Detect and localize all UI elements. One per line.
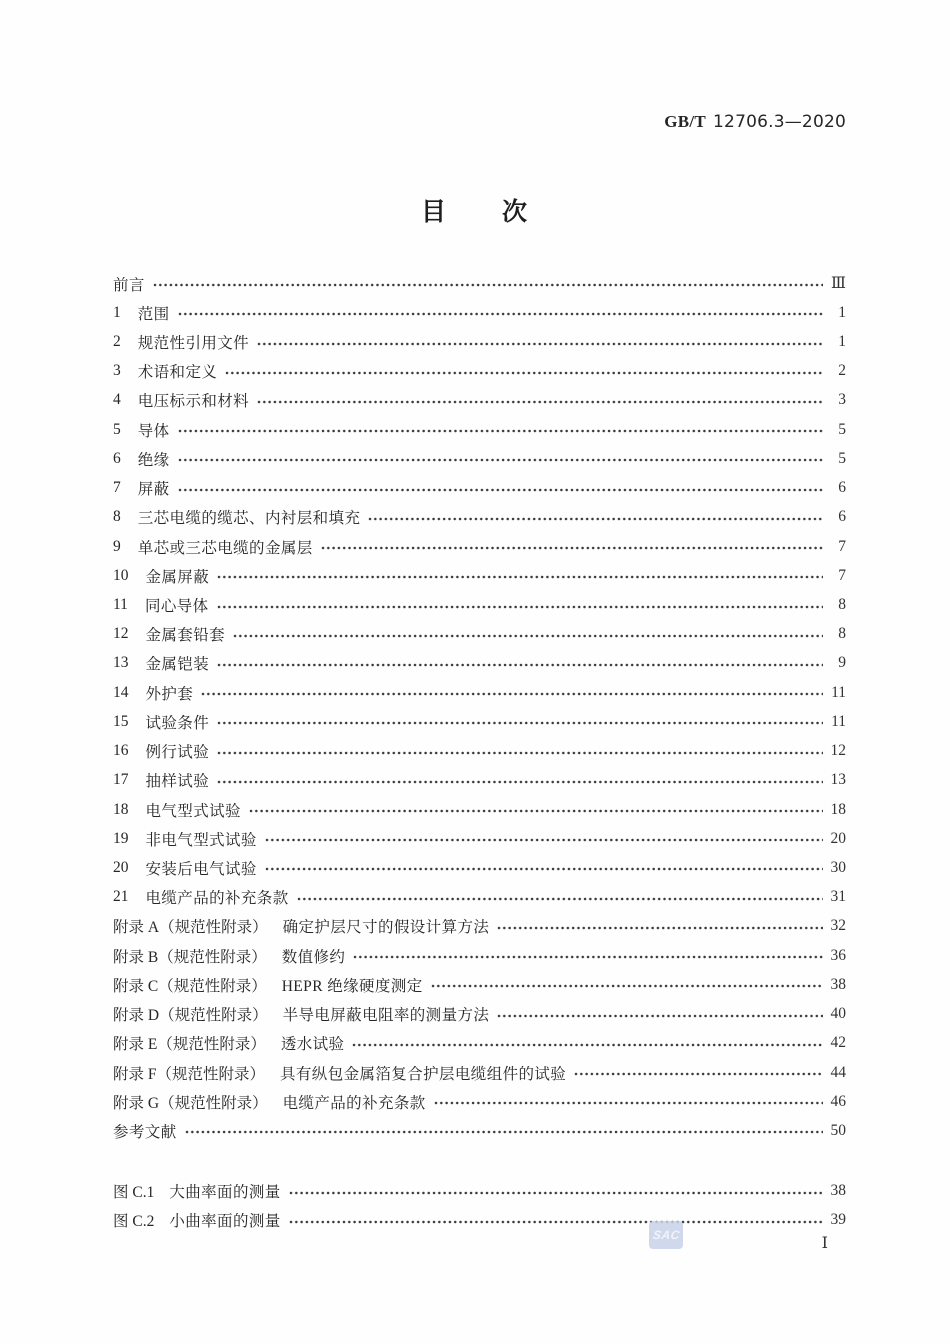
toc-entry-page: 12	[830, 742, 846, 760]
toc-entry-page: 44	[830, 1063, 846, 1081]
toc-entry-page: 11	[831, 712, 846, 730]
toc-entry-number: 18	[113, 800, 129, 818]
toc-entry-title: 参考文献	[113, 1123, 177, 1141]
toc-entry-page: 6	[838, 508, 846, 526]
dot-leader	[185, 1128, 823, 1136]
toc-entry-title: 金属铠装	[145, 656, 210, 674]
toc-row	[113, 970, 846, 999]
toc-entry-number: 13	[113, 654, 129, 672]
toc-entry-title: 规范性引用文件	[137, 335, 250, 353]
toc-entry-number: 附录 D（规范性附录）	[113, 1007, 268, 1025]
toc-entry-title: 范围	[137, 305, 170, 323]
sac-watermark-logo	[649, 1221, 683, 1249]
toc-entry-page: 50	[830, 1121, 846, 1139]
toc-row	[113, 298, 846, 327]
footer-page-number: Ⅰ	[821, 1235, 828, 1252]
dot-leader	[225, 369, 823, 377]
dot-leader	[257, 340, 823, 348]
toc-entry-page: 1	[838, 303, 846, 321]
toc-entry-number: 6	[113, 449, 121, 467]
toc-entry-number: 图 C.2	[113, 1213, 155, 1231]
dot-leader	[352, 1041, 823, 1049]
toc-row	[113, 883, 846, 912]
toc-entry-title: 数值修约	[281, 948, 346, 966]
toc-row	[113, 1029, 846, 1058]
toc-row	[113, 1177, 846, 1206]
dot-leader	[201, 690, 823, 698]
toc-entry-number: 图 C.1	[113, 1184, 155, 1202]
toc-entry-title: 同心导体	[144, 598, 209, 616]
toc-row	[113, 474, 846, 503]
toc-entry-page: 40	[830, 1005, 846, 1023]
toc-row	[113, 1058, 846, 1087]
toc-row	[113, 444, 846, 473]
toc-entry-title: 导体	[137, 422, 170, 440]
toc-row	[113, 999, 846, 1028]
dot-leader	[297, 895, 823, 903]
toc-entry-title: 非电气型式试验	[145, 831, 257, 849]
toc-entry-title: 安装后电气试验	[145, 860, 257, 878]
dot-leader	[257, 398, 823, 406]
toc-entry-page: 13	[830, 771, 846, 789]
toc-entry-page: 36	[830, 946, 846, 964]
toc-section-gap	[113, 1146, 846, 1177]
toc-entry-number: 附录 A（规范性附录）	[113, 919, 268, 937]
toc-entry-page: 31	[830, 888, 846, 906]
toc-entry-number: 4	[113, 391, 121, 409]
toc-row	[113, 912, 846, 941]
toc-entry-number: 附录 B（规范性附录）	[113, 948, 267, 966]
toc-entry-page: 11	[831, 683, 846, 701]
toc-entry-number: 17	[113, 771, 129, 789]
toc-entry-title: 电气型式试验	[145, 802, 241, 820]
dot-leader	[178, 310, 823, 318]
dot-leader	[217, 661, 823, 669]
dot-leader	[368, 515, 823, 523]
toc-entry-title: 屏蔽	[137, 481, 170, 499]
toc-entry-number: 附录 F（规范性附录）	[113, 1065, 265, 1083]
toc-entry-page: 2	[838, 362, 846, 380]
toc-entry-number: 19	[113, 829, 129, 847]
toc-entry-title: 术语和定义	[137, 364, 218, 382]
standard-code-number: 12706.3—2020	[713, 112, 846, 132]
toc-entry-page: 20	[830, 829, 846, 847]
dot-leader	[217, 719, 823, 727]
dot-leader	[265, 865, 823, 873]
toc-entry-number: 11	[113, 596, 128, 614]
toc-entry-title: 具有纵包金属箔复合护层电缆组件的试验	[280, 1065, 567, 1083]
toc-entry-page: 7	[838, 566, 846, 584]
toc-entry-list	[113, 269, 846, 1235]
dot-leader	[178, 456, 823, 464]
toc-entry-page: 38	[830, 1182, 846, 1200]
toc-row	[113, 415, 846, 444]
toc-entry-title: 三芯电缆的缆芯、内衬层和填充	[137, 510, 361, 528]
dot-leader	[217, 778, 823, 786]
dot-leader	[289, 1189, 823, 1197]
dot-leader	[497, 924, 823, 932]
toc-entry-number: 3	[113, 362, 121, 380]
toc-entry-number: 附录 C（规范性附录）	[113, 977, 267, 995]
toc-entry-title: 金属套铅套	[145, 627, 226, 645]
toc-entry-title: 小曲率面的测量	[169, 1213, 281, 1231]
toc-entry-page: 30	[830, 858, 846, 876]
toc-entry-title: 试验条件	[145, 714, 210, 732]
toc-row	[113, 620, 846, 649]
dot-leader	[178, 486, 823, 494]
toc-entry-title: 电压标示和材料	[137, 393, 250, 411]
dot-leader	[153, 281, 823, 289]
toc-entry-page: 42	[830, 1034, 846, 1052]
toc-row	[113, 327, 846, 356]
dot-leader	[434, 1099, 823, 1107]
toc-entry-number: 附录 E（规范性附录）	[113, 1036, 266, 1054]
toc-entry-title: 单芯或三芯电缆的金属层	[137, 539, 313, 557]
toc-entry-number: 21	[113, 888, 129, 906]
toc-entry-page: 9	[838, 654, 846, 672]
toc-row	[113, 386, 846, 415]
dot-leader	[431, 982, 823, 990]
toc-entry-page: 6	[838, 479, 846, 497]
toc-entry-page: 18	[830, 800, 846, 818]
toc-entry-title: 抽样试验	[145, 773, 210, 791]
toc-entry-title: HEPR 绝缘硬度测定	[281, 977, 423, 995]
toc-entry-title: 外护套	[145, 685, 194, 703]
toc-entry-page: 8	[838, 596, 846, 614]
toc-row	[113, 649, 846, 678]
toc-row	[113, 766, 846, 795]
toc-entry-title: 大曲率面的测量	[169, 1184, 281, 1202]
dot-leader	[217, 603, 823, 611]
dot-leader	[289, 1218, 823, 1226]
toc-entry-title: 前言	[113, 276, 145, 294]
dot-leader	[233, 632, 823, 640]
toc-entry-title: 电缆产品的补充条款	[145, 890, 289, 908]
toc-entry-number: 14	[113, 683, 129, 701]
toc-row	[113, 1116, 846, 1145]
dot-leader	[178, 427, 823, 435]
toc-entry-title: 电缆产品的补充条款	[282, 1094, 426, 1112]
toc-entry-title: 半导电屏蔽电阻率的测量方法	[282, 1007, 490, 1025]
dot-leader	[321, 544, 823, 552]
toc-entry-title: 透水试验	[280, 1036, 345, 1054]
toc-entry-title: 金属屏蔽	[145, 568, 210, 586]
toc-page-title: 目 次	[420, 198, 529, 226]
toc-row	[113, 503, 846, 532]
toc-entry-number: 15	[113, 712, 129, 730]
toc-row	[113, 1087, 846, 1116]
dot-leader	[574, 1070, 823, 1078]
toc-entry-number: 7	[113, 479, 121, 497]
toc-entry-title: 例行试验	[145, 744, 210, 762]
toc-row	[113, 357, 846, 386]
toc-entry-number: 2	[113, 333, 121, 351]
toc-entry-page: 46	[830, 1092, 846, 1110]
toc-entry-page: 3	[838, 391, 846, 409]
toc-entry-number: 8	[113, 508, 121, 526]
dot-leader	[217, 573, 823, 581]
toc-entry-number: 附录 G（规范性附录）	[113, 1094, 268, 1112]
dot-leader	[217, 749, 823, 757]
toc-row	[113, 795, 846, 824]
dot-leader	[353, 953, 823, 961]
toc-entry-page: 1	[838, 333, 846, 351]
sac-watermark-text: SAC	[651, 1228, 681, 1242]
toc-row	[113, 678, 846, 707]
toc-row	[113, 590, 846, 619]
standard-code	[664, 112, 846, 132]
toc-entry-page: 7	[838, 537, 846, 555]
toc-entry-page: 39	[830, 1211, 846, 1229]
toc-entry-page: Ⅲ	[831, 275, 846, 293]
dot-leader	[249, 807, 823, 815]
toc-entry-page: 38	[830, 975, 846, 993]
standard-code-prefix: GB/T	[664, 112, 707, 131]
toc-entry-title: 确定护层尺寸的假设计算方法	[282, 919, 490, 937]
toc-entry-number: 1	[113, 303, 121, 321]
dot-leader	[497, 1012, 823, 1020]
toc-entry-page: 8	[838, 625, 846, 643]
toc-row	[113, 269, 846, 298]
toc-row	[113, 737, 846, 766]
toc-entry-number: 5	[113, 420, 121, 438]
toc-entry-page: 5	[838, 449, 846, 467]
toc-entry-number: 12	[113, 625, 129, 643]
toc-row	[113, 941, 846, 970]
toc-entry-number: 20	[113, 858, 129, 876]
toc-entry-number: 16	[113, 742, 129, 760]
toc-entry-title: 绝缘	[137, 451, 170, 469]
toc-entry-page: 5	[838, 420, 846, 438]
toc-entry-number: 9	[113, 537, 121, 555]
toc-entry-page: 32	[830, 917, 846, 935]
toc-row	[113, 853, 846, 882]
toc-row	[113, 532, 846, 561]
toc-entry-number: 10	[113, 566, 129, 584]
toc-row	[113, 824, 846, 853]
toc-row	[113, 561, 846, 590]
toc-row	[113, 1206, 846, 1235]
toc-row	[113, 707, 846, 736]
dot-leader	[265, 836, 823, 844]
